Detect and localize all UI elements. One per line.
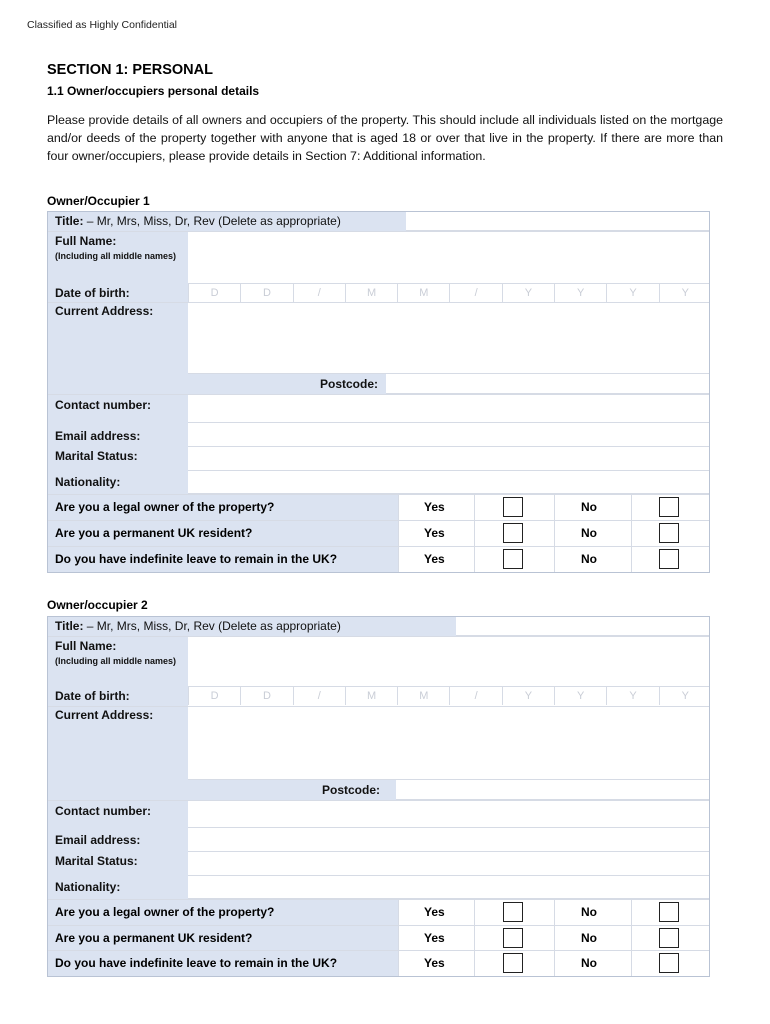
no-label: No (581, 552, 597, 566)
dob-cell[interactable]: Y (554, 284, 606, 302)
dob-cell[interactable]: Y (659, 284, 711, 302)
question-leave-to-remain (48, 950, 709, 976)
dob-cell[interactable]: M (345, 284, 397, 302)
owner-2-heading: Owner/occupier 2 (47, 598, 148, 612)
full-name-label: Full Name: (55, 639, 117, 653)
no-label: No (581, 500, 597, 514)
dob-input[interactable] (188, 687, 711, 705)
title-row (48, 617, 456, 636)
yes-label: Yes (424, 931, 445, 945)
owner-2-form (47, 616, 710, 977)
intro-paragraph: Please provide details of all owners and occupiers of the property. This should include all individuals listed on the mortgage and/or deeds of the property together with anyone that is aged 18 or over that live in the property. If there are more than four owner/occupiers, please provide details in Section 7: Additional information. (47, 113, 723, 164)
marital-input[interactable] (188, 447, 709, 471)
no-checkbox[interactable] (659, 953, 679, 973)
question-uk-resident (48, 925, 709, 951)
no-checkbox[interactable] (659, 497, 679, 517)
dob-cell[interactable]: / (293, 284, 345, 302)
title-input[interactable] (406, 212, 709, 231)
question-text: Are you a permanent UK resident? (48, 926, 398, 951)
nationality-label: Nationality: (48, 471, 188, 494)
dob-cell[interactable]: Y (554, 687, 606, 705)
email-label: Email address: (48, 423, 188, 447)
title-label: Title: (55, 214, 84, 228)
full-name-label-cell (48, 637, 188, 687)
no-label: No (581, 905, 597, 919)
marital-label: Marital Status: (48, 447, 188, 471)
title-options: – Mr, Mrs, Miss, Dr, Rev (Delete as appropriate) (83, 619, 341, 633)
dob-cell[interactable]: / (449, 284, 501, 302)
postcode-label: Postcode: (48, 374, 386, 394)
full-name-hint: (Including all middle names) (55, 656, 177, 666)
address-label: Current Address: (48, 707, 188, 780)
yes-label: Yes (424, 905, 445, 919)
dob-cell[interactable]: Y (502, 284, 554, 302)
dob-cell[interactable]: M (397, 687, 449, 705)
owner-1-heading: Owner/Occupier 1 (47, 194, 150, 208)
full-name-hint: (Including all middle names) (55, 251, 177, 261)
dob-label: Date of birth: (48, 687, 188, 706)
question-legal-owner (48, 494, 709, 520)
title-label: Title: (55, 619, 84, 633)
no-checkbox[interactable] (659, 549, 679, 569)
dob-cell[interactable]: / (293, 687, 345, 705)
dob-cell[interactable]: Y (659, 687, 711, 705)
marital-input[interactable] (188, 852, 709, 876)
postcode-label: Postcode: (48, 780, 396, 800)
nationality-input[interactable] (188, 876, 709, 899)
no-checkbox[interactable] (659, 928, 679, 948)
no-checkbox[interactable] (659, 902, 679, 922)
yes-label: Yes (424, 552, 445, 566)
email-input[interactable] (188, 423, 709, 447)
postcode-input[interactable] (396, 780, 709, 800)
contact-label: Contact number: (48, 801, 188, 828)
question-text: Do you have indefinite leave to remain in the UK? (48, 547, 398, 572)
yes-checkbox[interactable] (503, 497, 523, 517)
address-label: Current Address: (48, 303, 188, 374)
full-name-label-cell (48, 232, 188, 291)
question-leave-to-remain (48, 546, 709, 572)
dob-cell[interactable]: D (240, 687, 292, 705)
dob-cell[interactable]: D (188, 687, 240, 705)
title-row (48, 212, 406, 231)
full-name-input[interactable] (188, 232, 709, 284)
owner-1-form (47, 211, 710, 573)
contact-label: Contact number: (48, 395, 188, 423)
dob-cell[interactable]: Y (606, 284, 658, 302)
yes-checkbox[interactable] (503, 523, 523, 543)
dob-cell[interactable]: D (240, 284, 292, 302)
classification-label: Classified as Highly Confidential (27, 19, 177, 31)
yes-checkbox[interactable] (503, 549, 523, 569)
yes-checkbox[interactable] (503, 928, 523, 948)
question-text: Are you a permanent UK resident? (48, 521, 398, 546)
title-input[interactable] (456, 617, 709, 636)
question-text: Are you a legal owner of the property? (48, 900, 398, 925)
address-input[interactable] (188, 707, 709, 780)
yes-label: Yes (424, 526, 445, 540)
no-checkbox[interactable] (659, 523, 679, 543)
postcode-input[interactable] (386, 374, 709, 394)
yes-checkbox[interactable] (503, 902, 523, 922)
yes-label: Yes (424, 956, 445, 970)
no-label: No (581, 956, 597, 970)
yes-checkbox[interactable] (503, 953, 523, 973)
full-name-input[interactable] (188, 637, 709, 687)
dob-label: Date of birth: (48, 284, 188, 302)
full-name-label: Full Name: (55, 234, 117, 248)
email-label: Email address: (48, 828, 188, 852)
question-legal-owner (48, 899, 709, 925)
dob-cell[interactable]: M (397, 284, 449, 302)
dob-cell[interactable]: Y (606, 687, 658, 705)
question-text: Are you a legal owner of the property? (48, 495, 398, 520)
dob-cell[interactable]: / (449, 687, 501, 705)
contact-input[interactable] (188, 395, 709, 423)
no-label: No (581, 526, 597, 540)
title-options: – Mr, Mrs, Miss, Dr, Rev (Delete as appropriate) (83, 214, 341, 228)
no-label: No (581, 931, 597, 945)
nationality-input[interactable] (188, 471, 709, 494)
nationality-label: Nationality: (48, 876, 188, 899)
dob-cell[interactable]: M (345, 687, 397, 705)
subsection-title: 1.1 Owner/occupiers personal details (47, 84, 260, 98)
dob-cell[interactable]: D (188, 284, 240, 302)
question-uk-resident (48, 520, 709, 546)
section-title: SECTION 1: PERSONAL (47, 62, 213, 78)
question-text: Do you have indefinite leave to remain in the UK? (48, 951, 398, 976)
marital-label: Marital Status: (48, 852, 188, 876)
yes-label: Yes (424, 500, 445, 514)
email-input[interactable] (188, 828, 709, 852)
address-input[interactable] (188, 303, 709, 374)
dob-cell[interactable]: Y (502, 687, 554, 705)
dob-input[interactable] (188, 284, 711, 302)
contact-input[interactable] (188, 801, 709, 828)
